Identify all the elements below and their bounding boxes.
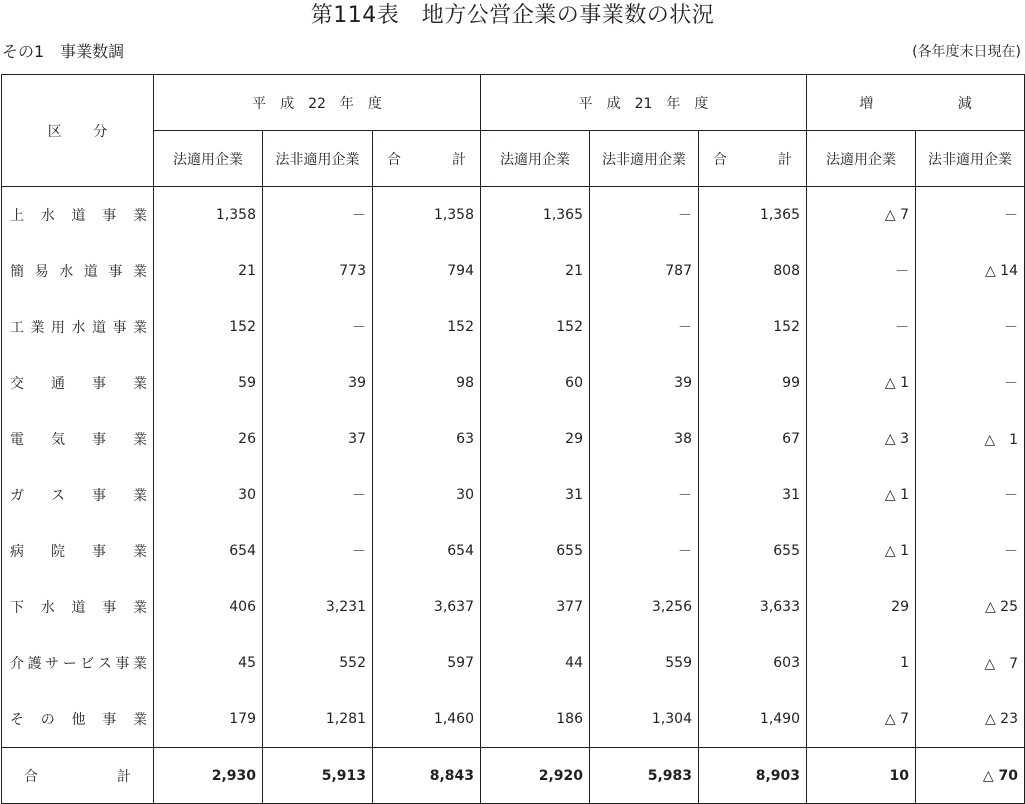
row-label-char: 業 — [132, 264, 147, 280]
table-cell: 29 — [481, 411, 590, 467]
table-cell: 99 — [699, 355, 807, 411]
row-label-char: 電 — [10, 432, 24, 448]
row-label-char: 事 — [92, 432, 106, 448]
table-cell: － — [263, 299, 373, 355]
row-label-char: 道 — [71, 600, 86, 616]
row-label — [2, 579, 154, 635]
row-label-char: ス — [51, 488, 65, 504]
data-table — [1, 74, 1025, 804]
table-cell: － — [263, 523, 373, 579]
table-cell: 3,231 — [263, 579, 373, 635]
table-cell: 31 — [481, 467, 590, 523]
row-label-char: 事 — [102, 712, 117, 728]
header-row-2 — [2, 131, 1025, 187]
table-cell: 773 — [263, 243, 373, 299]
table-cell: 1,490 — [699, 691, 807, 748]
row-label-char: サ — [45, 656, 60, 672]
table-cell: △ 1 — [807, 355, 916, 411]
header-change-gen: 減 — [957, 95, 972, 112]
header-change-ho-tekiyo: 法適用企業 — [807, 131, 916, 187]
row-label — [2, 635, 154, 691]
header-kubun-char-2: 分 — [93, 123, 108, 140]
row-label — [2, 467, 154, 523]
header-change-ho-hi-tekiyo: 法非適用企業 — [916, 131, 1025, 187]
row-label — [2, 299, 154, 355]
table-cell: △ 25 — [916, 579, 1025, 635]
header-h22-ho-tekiyo: 法適用企業 — [154, 131, 263, 187]
header-row-1 — [2, 75, 1025, 131]
table-cell: 559 — [590, 635, 699, 691]
row-label-char: 交 — [10, 376, 24, 392]
table-cell: － — [916, 467, 1025, 523]
row-label-char: 病 — [10, 544, 24, 560]
row-label-char: 事 — [92, 544, 106, 560]
row-label-char: 事 — [115, 656, 130, 672]
table-cell: 1,460 — [373, 691, 481, 748]
total-cell: 2,930 — [154, 748, 263, 804]
row-label-char: 業 — [133, 712, 147, 728]
table-cell: 152 — [154, 299, 263, 355]
row-label-char: 業 — [133, 544, 147, 560]
table-cell: － — [590, 187, 699, 244]
table-cell: △ 1 — [916, 411, 1025, 467]
as-of-note: (各年度末日現在) — [912, 44, 1021, 60]
table-cell: △ 7 — [916, 635, 1025, 691]
table-row — [2, 635, 1025, 691]
table-cell: △ 7 — [807, 187, 916, 244]
total-cell: 5,983 — [590, 748, 699, 804]
row-label-char: 業 — [133, 208, 147, 224]
row-label-char: 業 — [133, 488, 147, 504]
table-cell: － — [807, 299, 916, 355]
row-label-char: 道 — [71, 208, 86, 224]
table-cell: 655 — [481, 523, 590, 579]
header-kubun-char-1: 区 — [47, 123, 62, 140]
table-cell: 552 — [263, 635, 373, 691]
row-label — [2, 243, 154, 299]
table-cell: 152 — [699, 299, 807, 355]
table-cell: 30 — [373, 467, 481, 523]
row-label — [2, 411, 154, 467]
table-cell: 39 — [263, 355, 373, 411]
table-cell: 152 — [481, 299, 590, 355]
table-cell: 1,281 — [263, 691, 373, 748]
table-cell: － — [263, 467, 373, 523]
table-cell: △ 3 — [807, 411, 916, 467]
row-label-char: 業 — [133, 376, 147, 392]
table-row — [2, 187, 1025, 244]
table-cell: 654 — [154, 523, 263, 579]
row-label-char: 事 — [108, 264, 123, 280]
row-label-char: 用 — [51, 320, 65, 336]
total-cell: 2,920 — [481, 748, 590, 804]
total-cell: 10 — [807, 748, 916, 804]
table-cell: 794 — [373, 243, 481, 299]
table-cell: － — [590, 467, 699, 523]
table-cell: 67 — [699, 411, 807, 467]
table-cell: △ 7 — [807, 691, 916, 748]
table-cell: 808 — [699, 243, 807, 299]
table-cell: 186 — [481, 691, 590, 748]
row-label-char: 事 — [92, 376, 106, 392]
row-label-char: 介 — [10, 656, 24, 672]
table-cell: △ 23 — [916, 691, 1025, 748]
table-cell: 1,358 — [373, 187, 481, 244]
table-cell: 3,637 — [373, 579, 481, 635]
table-cell: △ 1 — [807, 523, 916, 579]
row-label-char: 簡 — [10, 264, 24, 280]
total-cell: 5,913 — [263, 748, 373, 804]
table-cell: － — [916, 187, 1025, 244]
table-cell: 152 — [373, 299, 481, 355]
row-label-char: 事 — [112, 320, 127, 336]
table-cell: 29 — [807, 579, 916, 635]
header-h22-ho-hi-tekiyo: 法非適用企業 — [263, 131, 373, 187]
row-label-char: 道 — [92, 320, 106, 336]
row-label-char: の — [40, 712, 55, 728]
row-label-char: 水 — [40, 208, 55, 224]
table-cell: 603 — [699, 635, 807, 691]
table-cell: △ 1 — [807, 467, 916, 523]
row-label-char: 通 — [51, 376, 65, 392]
row-label-char: 上 — [10, 208, 24, 224]
table-cell: 38 — [590, 411, 699, 467]
table-row — [2, 467, 1025, 523]
table-cell: 30 — [154, 467, 263, 523]
row-label-char: ス — [97, 656, 112, 672]
header-change-zo: 増 — [859, 95, 874, 112]
total-cell: 8,843 — [373, 748, 481, 804]
table-cell: 654 — [373, 523, 481, 579]
table-cell: － — [590, 523, 699, 579]
table-cell: 1,304 — [590, 691, 699, 748]
row-label-char: 事 — [92, 488, 106, 504]
table-cell: 1,365 — [699, 187, 807, 244]
table-row — [2, 299, 1025, 355]
table-subtitle: その1 事業数調 — [2, 42, 125, 61]
row-label — [2, 355, 154, 411]
header-h22-total: 合 計 — [373, 131, 481, 187]
row-label-char: 業 — [30, 320, 45, 336]
total-label: 合 計 — [2, 748, 154, 804]
table-cell: 1,358 — [154, 187, 263, 244]
table-cell: 655 — [699, 523, 807, 579]
row-label — [2, 691, 154, 748]
header-change — [807, 75, 1025, 131]
table-row — [2, 411, 1025, 467]
table-row — [2, 691, 1025, 748]
total-cell: 8,903 — [699, 748, 807, 804]
table-cell: 597 — [373, 635, 481, 691]
table-cell: － — [916, 355, 1025, 411]
table-cell: 3,633 — [699, 579, 807, 635]
table-row — [2, 355, 1025, 411]
table-cell: 39 — [590, 355, 699, 411]
table-cell: 44 — [481, 635, 590, 691]
table-cell: 45 — [154, 635, 263, 691]
row-label — [2, 187, 154, 244]
table-cell: 98 — [373, 355, 481, 411]
row-label-char: 水 — [59, 264, 74, 280]
row-label-char: 気 — [51, 432, 65, 448]
table-cell: 26 — [154, 411, 263, 467]
header-h21-ho-tekiyo: 法適用企業 — [481, 131, 590, 187]
row-label-char: 他 — [71, 712, 86, 728]
table-cell: 21 — [154, 243, 263, 299]
row-label-char: 事 — [102, 208, 117, 224]
table-title: 第114表 地方公営企業の事業数の状況 — [310, 3, 715, 28]
row-label-char: 院 — [51, 544, 65, 560]
table-cell: 63 — [373, 411, 481, 467]
row-label-char: 業 — [133, 320, 147, 336]
row-label-char: そ — [10, 712, 24, 728]
table-cell: 37 — [263, 411, 373, 467]
table-cell: 406 — [154, 579, 263, 635]
row-label-char: 下 — [10, 600, 24, 616]
row-label-char: ビ — [80, 656, 95, 672]
table-row — [2, 523, 1025, 579]
row-label-char: 護 — [27, 656, 42, 672]
total-cell: △ 70 — [916, 748, 1025, 804]
table-row — [2, 579, 1025, 635]
table-cell: 377 — [481, 579, 590, 635]
row-label-char: 業 — [133, 432, 147, 448]
table-cell: 179 — [154, 691, 263, 748]
table-cell: － — [916, 523, 1025, 579]
row-label — [2, 523, 154, 579]
table-cell: － — [916, 299, 1025, 355]
header-kubun — [2, 75, 154, 187]
table-cell: 1,365 — [481, 187, 590, 244]
row-label-char: 水 — [40, 600, 55, 616]
table-cell: 1 — [807, 635, 916, 691]
table-cell: 3,256 — [590, 579, 699, 635]
row-label-char: ガ — [10, 488, 24, 504]
total-row — [2, 748, 1025, 804]
row-label-char: 工 — [10, 320, 24, 336]
row-label-char: 事 — [102, 600, 117, 616]
row-label-char: 業 — [133, 600, 147, 616]
row-label-char: 道 — [83, 264, 98, 280]
table-cell: 787 — [590, 243, 699, 299]
row-label-char: 業 — [132, 656, 147, 672]
table-cell: 31 — [699, 467, 807, 523]
table-cell: 21 — [481, 243, 590, 299]
header-h21: 平 成 21 年 度 — [481, 75, 807, 131]
header-h21-ho-hi-tekiyo: 法非適用企業 — [590, 131, 699, 187]
table-cell: － — [807, 243, 916, 299]
table-cell: △ 14 — [916, 243, 1025, 299]
table-row — [2, 243, 1025, 299]
row-label-char: 易 — [34, 264, 49, 280]
table-cell: － — [263, 187, 373, 244]
row-label-char: 水 — [71, 320, 86, 336]
table-cell: 59 — [154, 355, 263, 411]
row-label-char: ー — [62, 656, 77, 672]
header-h22: 平 成 22 年 度 — [154, 75, 481, 131]
table-cell: － — [590, 299, 699, 355]
table-cell: 60 — [481, 355, 590, 411]
header-h21-total: 合 計 — [699, 131, 807, 187]
table-body — [2, 187, 1025, 804]
